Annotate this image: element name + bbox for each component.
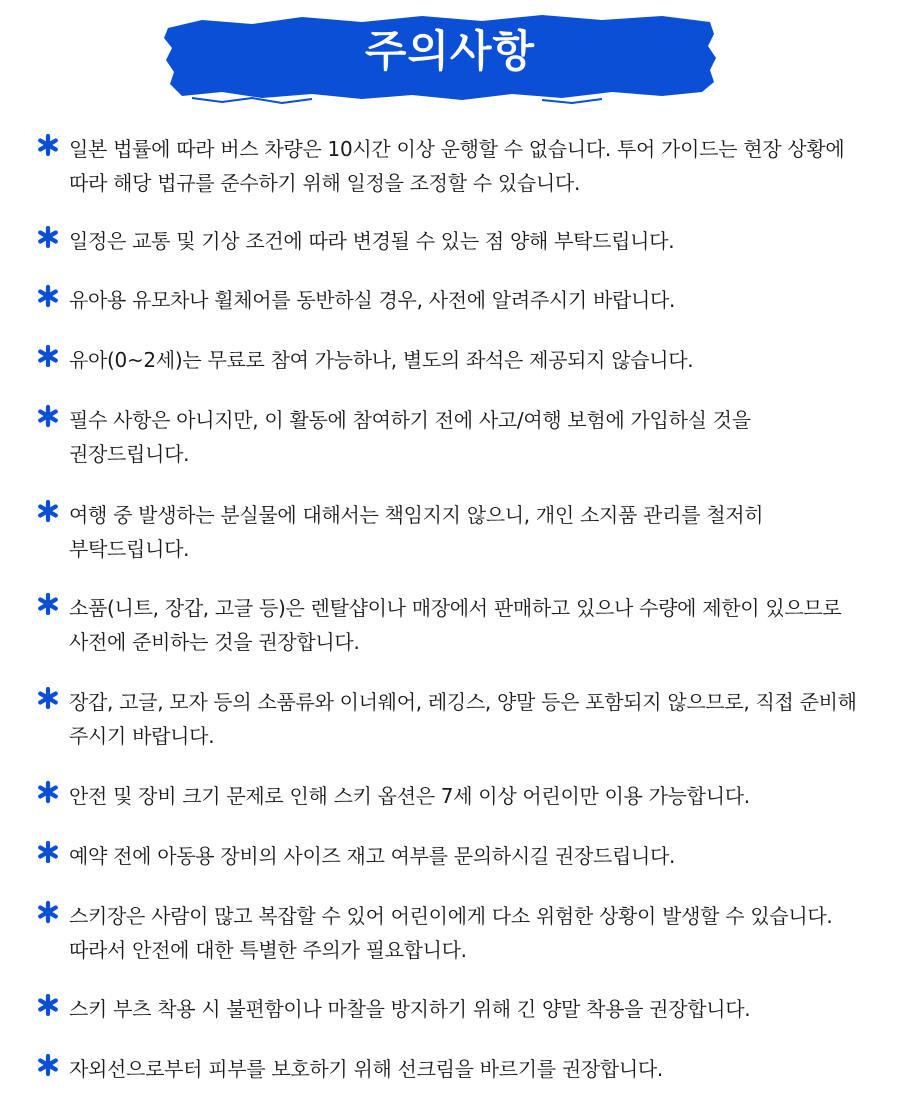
asterisk-icon — [36, 1053, 60, 1077]
asterisk-icon — [36, 592, 60, 616]
notice-text: 유아용 유모차나 휠체어를 동반하실 경우, 사전에 알려주시기 바랍니다. — [69, 288, 676, 312]
notice-text: 안전 및 장비 크기 문제로 인해 스키 옵션은 7세 이상 어린이만 이용 가능합니다. — [69, 784, 750, 808]
notice-text: 여행 중 발생하는 분실물에 대해서는 책임지지 않으니, 개인 소지품 관리를 철저히 부탁드립니다. — [69, 503, 764, 561]
notice-text: 유아(0~2세)는 무료로 참여 가능하나, 별도의 좌석은 제공되지 않습니다. — [69, 348, 694, 372]
asterisk-icon — [36, 686, 60, 710]
asterisk-icon — [36, 840, 60, 864]
notice-text: 자외선으로부터 피부를 보호하기 위해 선크림을 바르기를 권장합니다. — [69, 1057, 663, 1081]
asterisk-icon — [36, 993, 60, 1017]
asterisk-icon — [36, 225, 60, 249]
asterisk-icon — [36, 284, 60, 308]
notice-text: 스키 부츠 착용 시 불편함이나 마찰을 방지하기 위해 긴 양말 착용을 권장합니다. — [69, 997, 751, 1021]
notice-text: 필수 사항은 아니지만, 이 활동에 참여하기 전에 사고/여행 보험에 가입하실 것을 권장드립니다. — [69, 408, 751, 466]
asterisk-icon — [36, 344, 60, 368]
header-banner — [0, 0, 900, 112]
notice-text: 일정은 교통 및 기상 조건에 따라 변경될 수 있는 점 양해 부탁드립니다. — [69, 229, 675, 253]
notice-text: 소품(니트, 장갑, 고글 등)은 렌탈샵이나 매장에서 판매하고 있으나 수량에 제한이 있으므로 사전에 준비하는 것을 권장합니다. — [69, 596, 842, 654]
notice-text: 스키장은 사람이 많고 복잡할 수 있어 어린이에게 다소 위험한 상황이 발생할 수 있습니다. 따라서 안전에 대한 특별한 주의가 필요합니다. — [69, 904, 833, 962]
asterisk-icon — [36, 133, 60, 157]
asterisk-icon — [36, 780, 60, 804]
notice-text: 일본 법률에 따라 버스 차량은 10시간 이상 운행할 수 없습니다. 투어 가이드는 현장 상황에 따라 해당 법규를 준수하기 위해 일정을 조정할 수 있습니다. — [69, 137, 845, 195]
asterisk-icon — [36, 499, 60, 523]
page-title: 주의사항 — [364, 27, 536, 77]
notice-text: 예약 전에 아동용 장비의 사이즈 재고 여부를 문의하시길 권장드립니다. — [69, 844, 676, 868]
asterisk-icon — [36, 900, 60, 924]
asterisk-icon — [36, 404, 60, 428]
notice-text: 장갑, 고글, 모자 등의 소품류와 이너웨어, 레깅스, 양말 등은 포함되지 않으므로, 직접 준비해 주시기 바랍니다. — [69, 690, 857, 748]
